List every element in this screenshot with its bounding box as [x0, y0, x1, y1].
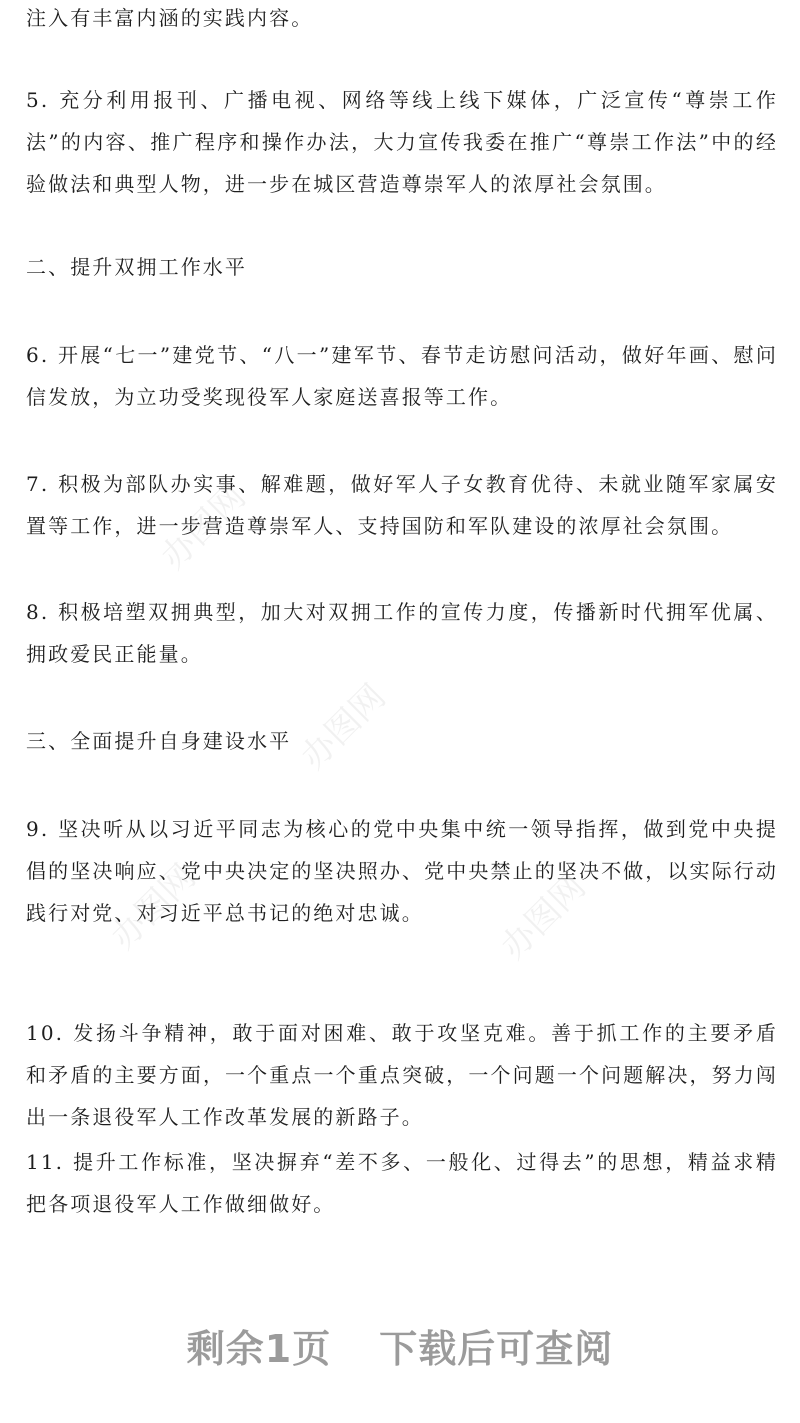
- watermark: 办图网: [493, 866, 594, 968]
- paragraph-continued: 注入有丰富内涵的实践内容。: [26, 6, 314, 30]
- download-prompt[interactable]: [0, 1318, 800, 1373]
- remaining-pages-label: 剩余1页: [186, 1327, 332, 1371]
- paragraph-item-11: 11. 提升工作标准，坚决摒弃“差不多、一般化、过得去”的思想，精益求精把各项退役军人工作做细做好。: [26, 1150, 778, 1216]
- section-heading-2: 二、提升双拥工作水平: [26, 255, 247, 279]
- watermark: 办图网: [103, 856, 204, 958]
- paragraph-item-8: 8. 积极培塑双拥典型，加大对双拥工作的宣传力度，传播新时代拥军优属、拥政爱民正能量。: [26, 600, 778, 666]
- section-heading-3: 三、全面提升自身建设水平: [26, 729, 292, 753]
- paragraph-item-7: 7. 积极为部队办实事、解难题，做好军人子女教育优待、未就业随军家属安置等工作，进一步营造尊崇军人、支持国防和军队建设的浓厚社会氛围。: [26, 472, 778, 538]
- paragraph-item-9: 9. 坚决听从以习近平同志为核心的党中央集中统一领导指挥，做到党中央提倡的坚决响应、党中央决定的坚决照办、党中央禁止的坚决不做，以实际行动践行对党、对习近平总书记的绝对忠诚。: [26, 817, 778, 925]
- paragraph-item-5: 5. 充分利用报刊、广播电视、网络等线上线下媒体，广泛宣传“尊崇工作法”的内容、推广程序和操作办法，大力宣传我委在推广“尊崇工作法”中的经验做法和典型人物，进一步在城区营造尊崇军人的浓厚社会氛围。: [26, 88, 778, 196]
- paragraph-item-10: 10. 发扬斗争精神，敢于面对困难、敢于攻坚克难。善于抓工作的主要矛盾和矛盾的主要方面，一个重点一个重点突破，一个问题一个问题解决，努力闯出一条退役军人工作改革发展的新路子。: [26, 1021, 778, 1129]
- watermark: 办图网: [293, 676, 394, 778]
- watermark: 办图网: [153, 476, 254, 578]
- paragraph-item-6: 6. 开展“七一”建党节、“八一”建军节、春节走访慰问活动，做好年画、慰问信发放，为立功受奖现役军人家庭送喜报等工作。: [26, 343, 778, 409]
- download-to-view-label: 下载后可查阅: [379, 1327, 614, 1371]
